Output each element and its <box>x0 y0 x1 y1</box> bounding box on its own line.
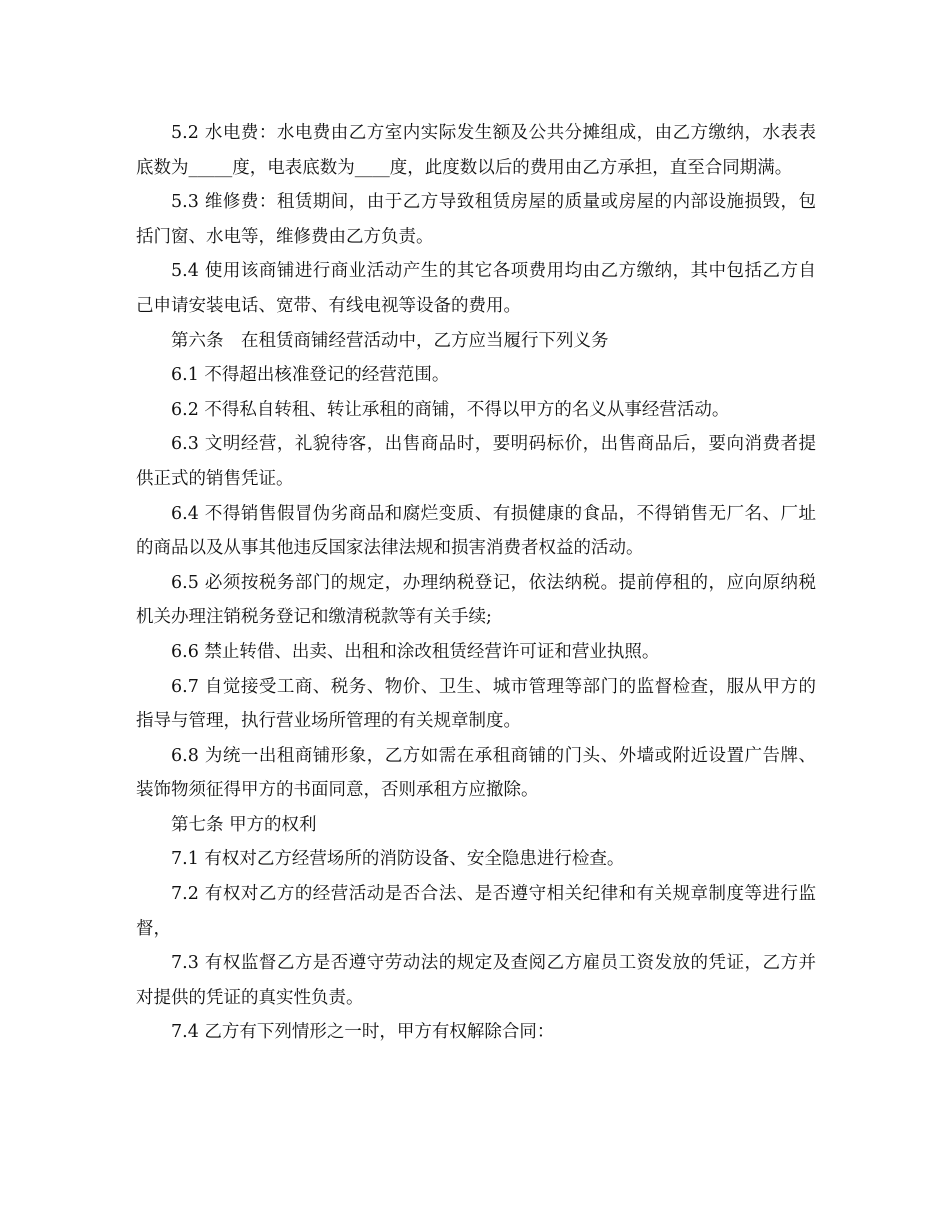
clause-6-1: 6.1 不得超出核准登记的经营范围。 <box>171 365 450 386</box>
clause-5-2: 5.2 水电费：水电费由乙方室内实际发生额及公共分摊组成，由乙方缴纳，水表表底数为_____度，电表底数为____度，此度数以后的费用由乙方承担，直至合同期满。 <box>136 123 816 178</box>
clause-6-2: 6.2 不得私自转租、转让承租的商铺，不得以甲方的名义从事经营活动。 <box>171 399 730 420</box>
clause-6-7: 6.7 自觉接受工商、税务、物价、卫生、城市管理等部门的监督检查，服从甲方的指导与管理，执行营业场所管理的有关规章制度。 <box>136 676 816 732</box>
clause-6-3: 6.3 文明经营，礼貌待客，出售商品时，要明码标价，出售商品后，要向消费者提供正式的销售凭证。 <box>136 434 816 489</box>
article-6-heading: 第六条 在租赁商铺经营活动中，乙方应当履行下列义务 <box>171 330 609 351</box>
document-page <box>136 116 816 1050</box>
clause-6-5: 6.5 必须按税务部门的规定，办理纳税登记，依法纳税。提前停租的，应向原纳税机关办理注销税务登记和缴清税款等有关手续; <box>136 572 816 628</box>
clause-7-4: 7.4 乙方有下列情形之一时，甲方有权解除合同： <box>171 1022 555 1043</box>
clause-7-2: 7.2 有权对乙方的经营活动是否合法、是否遵守相关纪律和有关规章制度等进行监督， <box>136 884 816 939</box>
article-7-heading: 第七条 甲方的权利 <box>171 814 317 835</box>
clause-6-8: 6.8 为统一出租商铺形象，乙方如需在承租商铺的门头、外墙或附近设置广告牌、装饰物须征得甲方的书面同意，否则承租方应撤除。 <box>136 745 816 801</box>
clause-7-3: 7.3 有权监督乙方是否遵守劳动法的规定及查阅乙方雇员工资发放的凭证，乙方并对提供的凭证的真实性负责。 <box>136 953 816 1008</box>
clause-5-4: 5.4 使用该商铺进行商业活动产生的其它各项费用均由乙方缴纳，其中包括乙方自己申请安装电话、宽带、有线电视等设备的费用。 <box>136 261 816 316</box>
clause-6-6: 6.6 禁止转借、出卖、出租和涂改租赁经营许可证和营业执照。 <box>171 641 660 662</box>
clause-6-4: 6.4 不得销售假冒伪劣商品和腐烂变质、有损健康的食品，不得销售无厂名、厂址的商品以及从事其他违反国家法律法规和损害消费者权益的活动。 <box>136 503 816 559</box>
clause-7-1: 7.1 有权对乙方经营场所的消防设备、安全隐患进行检查。 <box>171 849 625 870</box>
clause-5-3: 5.3 维修费：租赁期间，由于乙方导致租赁房屋的质量或房屋的内部设施损毁，包括门窗、水电等，维修费由乙方负责。 <box>136 192 816 247</box>
